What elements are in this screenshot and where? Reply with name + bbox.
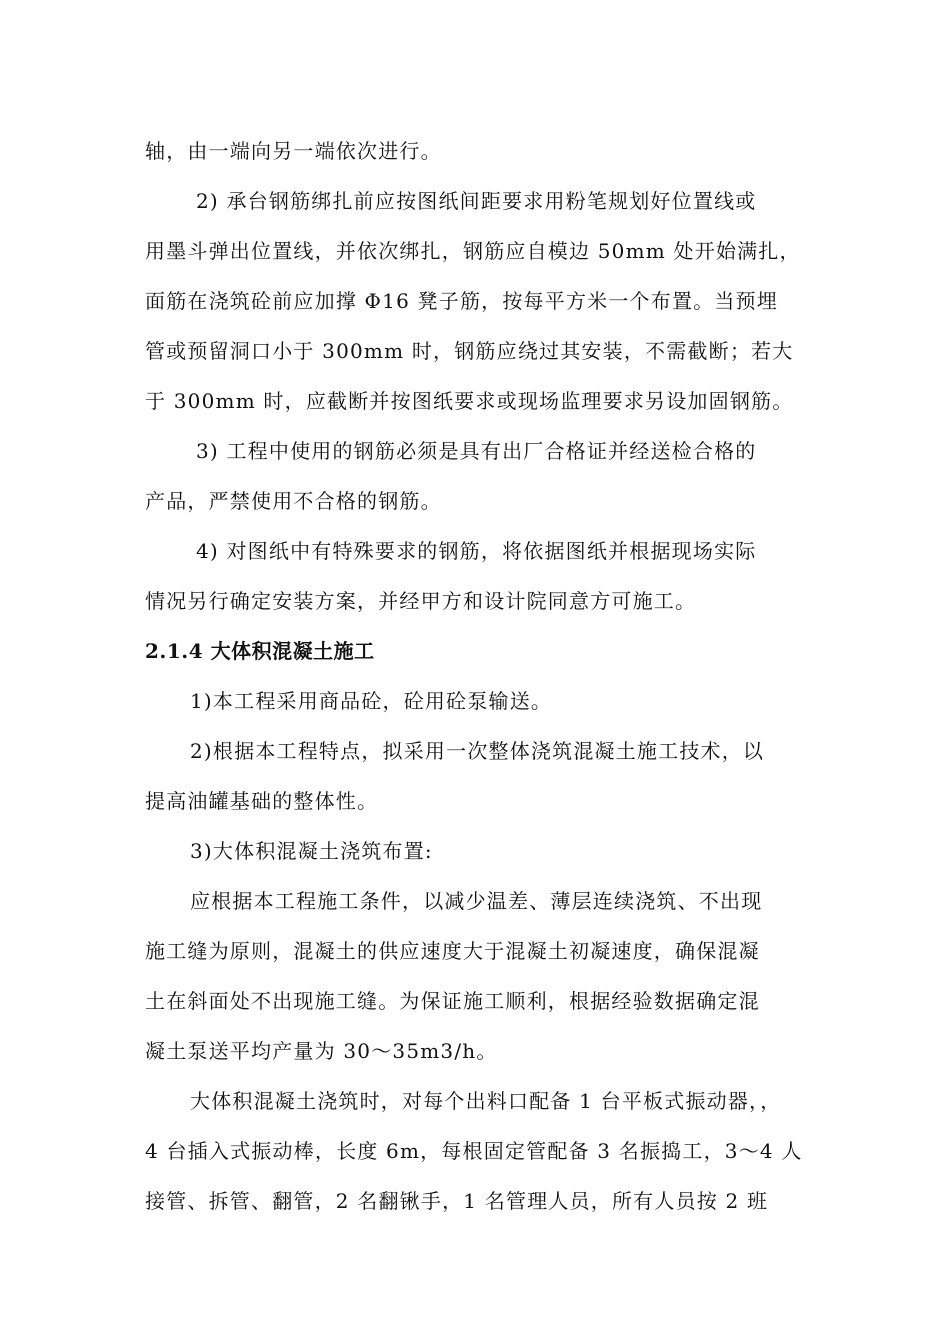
text-line-7: 3) 工程中使用的钢筋必须是具有出厂合格证并经送检合格的 [196,439,757,463]
text-line-8: 产品，严禁使用不合格的钢筋。 [145,489,442,513]
text-line-16: 应根据本工程施工条件，以减少温差、薄层连续浇筑、不出现 [190,889,763,913]
text-line-5: 管或预留洞口小于 300mm 时，钢筋应绕过其安装，不需截断；若大 [145,339,794,363]
text-line-2: 2) 承台钢筋绑扎前应按图纸间距要求用粉笔规划好位置线或 [196,189,757,213]
text-line-18: 土在斜面处不出现施工缝。为保证施工顺利，根据经验数据确定混 [145,989,760,1013]
text-line-17: 施工缝为原则，混凝土的供应速度大于混凝土初凝速度，确保混凝 [145,939,760,963]
text-line-6: 于 300mm 时，应截断并按图纸要求或现场监理要求另设加固钢筋。 [145,389,794,413]
text-line-10: 情况另行确定安装方案，并经甲方和设计院同意方可施工。 [145,589,697,613]
text-line-1: 轴，由一端向另一端依次进行。 [145,139,442,163]
text-line-12: 1)本工程采用商品砼，砼用砼泵输送。 [190,689,553,713]
text-line-13: 2)根据本工程特点，拟采用一次整体浇筑混凝土施工技术，以 [190,739,765,763]
text-line-14: 提高油罐基础的整体性。 [145,789,379,813]
text-line-3: 用墨斗弹出位置线，并依次绑扎，钢筋应自模边 50mm 处开始满扎， [145,239,801,263]
text-line-4: 面筋在浇筑砼前应加撑 Φ16 凳子筋，按每平方米一个布置。当预埋 [145,289,778,313]
text-line-20: 大体积混凝土浇筑时，对每个出料口配备 1 台平板式振动器，， [190,1089,782,1113]
text-line-9: 4) 对图纸中有特殊要求的钢筋，将依据图纸并根据现场实际 [196,539,757,563]
text-line-22: 接管、拆管、翻管，2 名翻锹手，1 名管理人员，所有人员按 2 班 [145,1189,769,1213]
text-line-15: 3)大体积混凝土浇筑布置: [190,839,433,863]
section-heading: 2.1.4 大体积混凝土施工 [145,639,375,663]
text-line-19: 凝土泵送平均产量为 30～35m3/h。 [145,1039,498,1063]
text-line-21: 4 台插入式振动棒，长度 6m，每根固定管配备 3 名振捣工，3～4 人 [145,1139,803,1163]
